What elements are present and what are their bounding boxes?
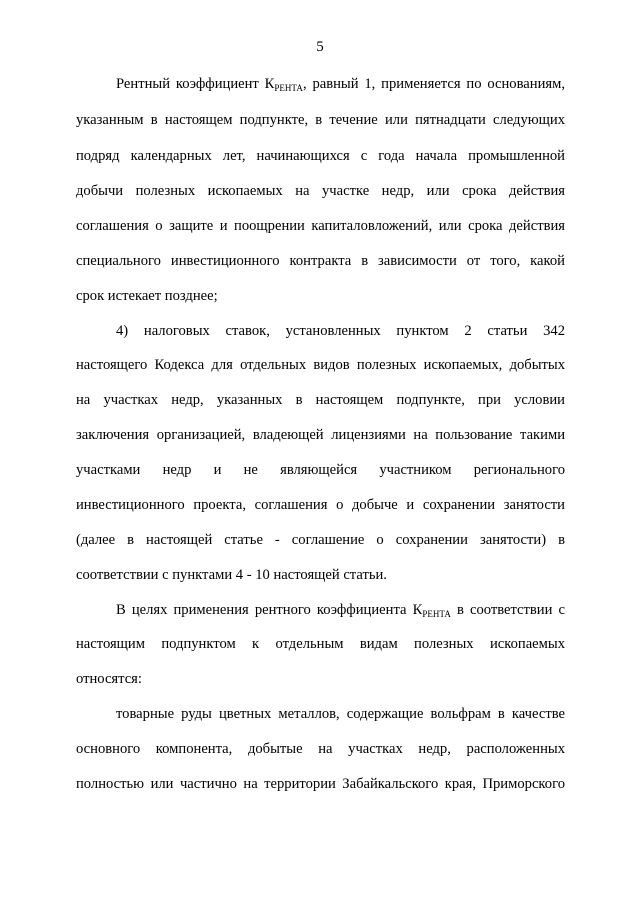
- text-fragment: Рентный коэффициент К: [116, 76, 275, 92]
- paragraph-2-line-3: на участках недр, указанных в настоящем подпункте, при условии: [76, 392, 565, 408]
- subscript-renta: РЕНТА: [274, 83, 303, 93]
- paragraph-1-line-5: соглашения о защите и поощрении капиталовложений, или срока действия: [76, 218, 565, 234]
- paragraph-1-line-1: [116, 75, 565, 94]
- paragraph-2-line-6: инвестиционного проекта, соглашения о добыче и сохранении занятости: [76, 497, 565, 513]
- paragraph-3-line-2: настоящим подпунктом к отдельным видам полезных ископаемых: [76, 636, 565, 652]
- page-number: 5: [316, 39, 324, 55]
- paragraph-3-line-1: [116, 601, 565, 620]
- paragraph-3-line-3: относятся:: [76, 671, 142, 687]
- paragraph-2-line-8: соответствии с пунктами 4 - 10 настоящей статьи.: [76, 567, 387, 583]
- paragraph-4-line-1: товарные руды цветных металлов, содержащие вольфрам в качестве: [116, 706, 565, 722]
- subscript-renta: РЕНТА: [422, 609, 451, 619]
- paragraph-4-line-3: полностью или частично на территории Забайкальского края, Приморского: [76, 776, 565, 792]
- paragraph-2-line-1: 4) налоговых ставок, установленных пунктом 2 статьи 342: [116, 323, 565, 339]
- paragraph-1-line-4: добычи полезных ископаемых на участке недр, или срока действия: [76, 183, 565, 199]
- paragraph-2-line-4: заключения организацией, владеющей лицензиями на пользование такими: [76, 427, 565, 443]
- paragraph-1-line-6: специального инвестиционного контракта в зависимости от того, какой: [76, 253, 565, 269]
- text-fragment: В целях применения рентного коэффициента К: [116, 602, 423, 618]
- paragraph-1-line-2: указанным в настоящем подпункте, в течение или пятнадцати следующих: [76, 112, 565, 128]
- paragraph-2-line-2: настоящего Кодекса для отдельных видов полезных ископаемых, добытых: [76, 357, 565, 373]
- text-fragment: в соответствии с: [450, 602, 565, 618]
- paragraph-1-line-3: подряд календарных лет, начинающихся с года начала промышленной: [76, 148, 565, 164]
- paragraph-2-line-7: (далее в настоящей статье - соглашение о сохранении занятости) в: [76, 532, 565, 548]
- paragraph-2-line-5: участками недр и не являющейся участником регионального: [76, 462, 565, 478]
- text-fragment: , равный 1, применяется по основаниям,: [302, 76, 565, 92]
- paragraph-4-line-2: основного компонента, добытые на участках недр, расположенных: [76, 741, 565, 757]
- paragraph-1-line-7: срок истекает позднее;: [76, 288, 218, 304]
